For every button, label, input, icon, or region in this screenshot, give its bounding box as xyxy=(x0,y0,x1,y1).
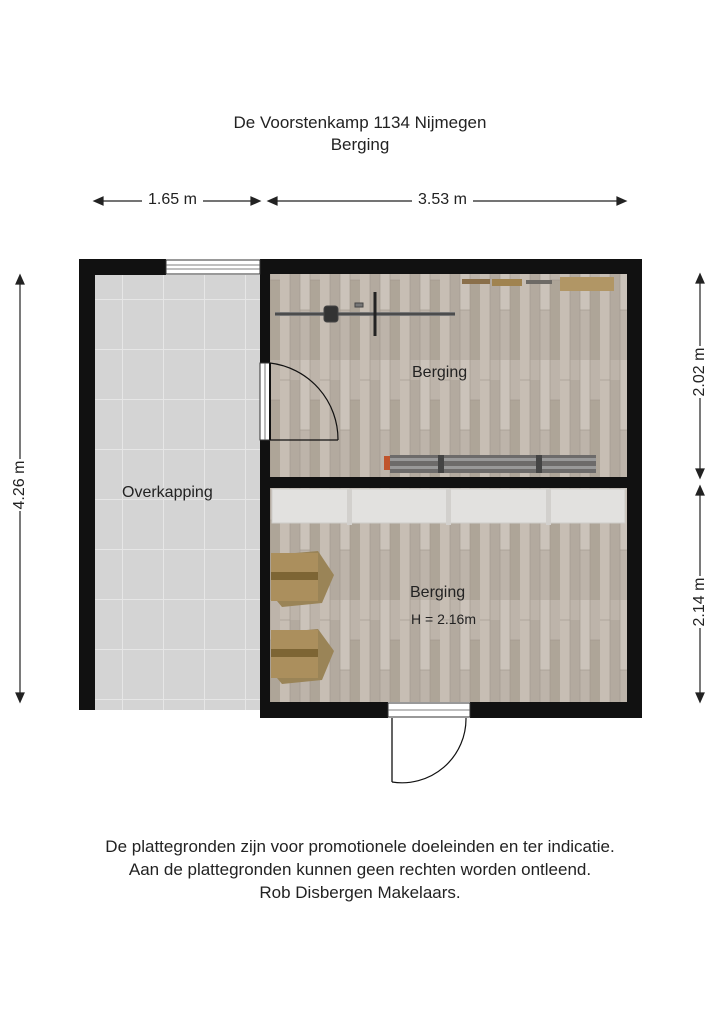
disclaimer-line-1: De plattegronden zijn voor promotionele doeleinden en ter indicatie. xyxy=(105,837,615,856)
dimension-label-top-right: 3.53 m xyxy=(412,191,473,209)
dimension-label-left: 4.26 m xyxy=(11,460,28,510)
room-label-berging-lower: Berging xyxy=(410,584,466,601)
address-title: De Voorstenkamp 1134 Nijmegen xyxy=(233,113,487,132)
window-top xyxy=(166,260,260,274)
disclaimer-line-2: Aan de plattegronden kunnen geen rechten worden ontleend. xyxy=(128,860,592,879)
disclaimer-line-3: Rob Disbergen Makelaars. xyxy=(259,883,461,902)
dimension-label-right-lower: 2.14 m xyxy=(691,577,708,627)
dimension-label-right-upper: 2.02 m xyxy=(691,347,708,397)
floor-title: Berging xyxy=(330,135,390,154)
room-height-label: H = 2.16m xyxy=(411,611,476,627)
dimension-label-top-left: 1.65 m xyxy=(142,191,203,209)
room-label-berging-upper: Berging xyxy=(412,364,468,381)
dimension-line-right xyxy=(696,274,704,702)
shelving-icon xyxy=(272,489,625,525)
room-label-overkapping: Overkapping xyxy=(122,484,213,501)
rack-icon xyxy=(384,455,596,473)
door-entry xyxy=(388,703,470,783)
